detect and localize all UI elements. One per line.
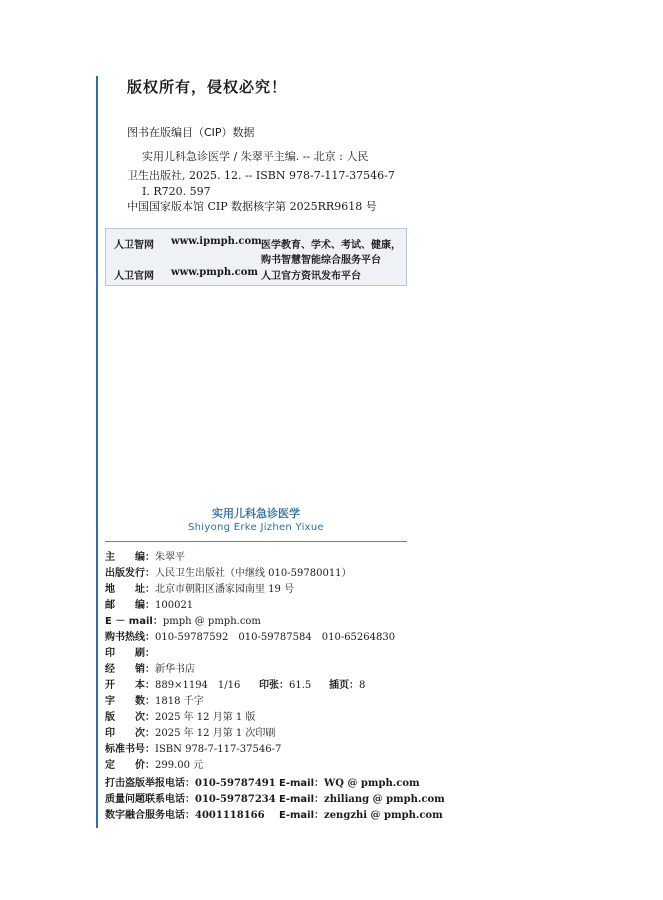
address-value: 北京市朝阳区潘家园南里 19 号 bbox=[155, 584, 295, 595]
sheets-value: 61.5 bbox=[289, 680, 312, 691]
words-label: 字 数： bbox=[105, 696, 155, 707]
colophon-row-distributor bbox=[105, 662, 195, 677]
contact-row-digital bbox=[105, 808, 443, 823]
hotline-value: 010-59787592 010-59787584 010-65264830 bbox=[155, 632, 396, 643]
format-label: 开 本： bbox=[105, 680, 155, 691]
editor-value: 朱翠平 bbox=[155, 552, 185, 563]
quality-email-label: E-mail： bbox=[279, 794, 325, 805]
impression-value: 2025 年 12 月第 1 次印刷 bbox=[155, 728, 276, 739]
postcode-value: 100021 bbox=[155, 600, 194, 611]
site-desc-ipmph-1: 医学教育、学术、考试、健康， bbox=[261, 240, 401, 251]
colophon-row-email bbox=[105, 614, 261, 629]
colophon-row-postcode bbox=[105, 598, 193, 613]
digital-email-label: E-mail： bbox=[279, 810, 325, 821]
edition-value: 2025 年 12 月第 1 版 bbox=[155, 712, 256, 723]
colophon-row-address bbox=[105, 582, 294, 597]
hotline-label: 购书热线： bbox=[105, 632, 155, 643]
colophon-row-publisher bbox=[105, 566, 352, 581]
colophon-row-price bbox=[105, 758, 203, 773]
quality-phone: 010-59787234 bbox=[195, 794, 276, 805]
price-value: 299.00 元 bbox=[155, 760, 204, 771]
edition-label: 版 次： bbox=[105, 712, 155, 723]
site-desc-ipmph-2: 购书智慧智能综合服务平台 bbox=[261, 255, 381, 266]
publisher-label: 出版发行： bbox=[105, 568, 155, 579]
divider-rule bbox=[105, 541, 407, 542]
sheets-label: 印张： bbox=[259, 680, 289, 691]
distributor-label: 经 销： bbox=[105, 664, 155, 675]
site-name-pmph: 人卫官网 bbox=[114, 271, 154, 282]
email-value[interactable]: pmph @ pmph.com bbox=[162, 616, 261, 627]
piracy-phone: 010-59787491 bbox=[195, 778, 276, 789]
colophon-row-printer bbox=[105, 646, 155, 661]
colophon-row-edition bbox=[105, 710, 255, 725]
editor-label: 主 编： bbox=[105, 552, 155, 563]
contact-row-piracy bbox=[105, 776, 420, 791]
quality-email[interactable]: zhiliang @ pmph.com bbox=[324, 794, 445, 805]
distributor-value: 新华书店 bbox=[155, 664, 195, 675]
colophon-row-impression bbox=[105, 726, 275, 741]
website-info-box bbox=[105, 228, 407, 286]
site-url-pmph[interactable]: www.pmph.com bbox=[171, 267, 258, 278]
digital-phone: 4001118166 bbox=[195, 810, 265, 821]
impression-label: 印 次： bbox=[105, 728, 155, 739]
isbn-value: ISBN 978-7-117-37546-7 bbox=[155, 744, 282, 755]
cip-line-1: 实用儿科急诊医学 / 朱翠平主编. -- 北京 : 人民 bbox=[142, 150, 369, 163]
format-value: 889×1194 1/16 bbox=[155, 680, 241, 691]
postcode-label: 邮 编： bbox=[105, 600, 155, 611]
piracy-label: 打击盗版举报电话： bbox=[105, 778, 195, 789]
site-name-ipmph: 人卫智网 bbox=[114, 240, 154, 251]
digital-email[interactable]: zengzhi @ pmph.com bbox=[324, 810, 443, 821]
plates-value: 8 bbox=[359, 680, 366, 691]
left-accent-bar bbox=[96, 76, 98, 828]
quality-label: 质量问题联系电话： bbox=[105, 794, 195, 805]
isbn-label: 标准书号： bbox=[105, 744, 155, 755]
colophon-row-editor bbox=[105, 550, 185, 565]
email-label: E － mail： bbox=[105, 616, 163, 627]
words-value: 1818 千字 bbox=[155, 696, 204, 707]
address-label: 地 址： bbox=[105, 584, 155, 595]
contact-row-quality bbox=[105, 792, 445, 807]
piracy-email[interactable]: WQ @ pmph.com bbox=[324, 778, 420, 789]
digital-label: 数字融合服务电话： bbox=[105, 810, 195, 821]
piracy-email-label: E-mail： bbox=[279, 778, 325, 789]
cip-line-4: 中国国家版本馆 CIP 数据核字第 2025RR9618 号 bbox=[127, 200, 377, 213]
colophon-row-hotline bbox=[105, 630, 395, 645]
site-url-ipmph[interactable]: www.ipmph.com bbox=[171, 236, 262, 247]
colophon-row-words bbox=[105, 694, 204, 709]
site-desc-pmph: 人卫官方资讯发布平台 bbox=[261, 271, 361, 282]
colophon-row-isbn bbox=[105, 742, 281, 757]
copyright-notice: 版权所有，侵权必究！ bbox=[127, 78, 288, 96]
publisher-value: 人民卫生出版社（中继线 010-59780011） bbox=[155, 568, 352, 579]
cip-line-2: 卫生出版社, 2025. 12. -- ISBN 978-7-117-37546-7 bbox=[127, 169, 395, 182]
price-label: 定 价： bbox=[105, 760, 155, 771]
book-title: 实用儿科急诊医学 bbox=[212, 507, 300, 520]
printer-label: 印 刷： bbox=[105, 648, 155, 659]
plates-label: 插页： bbox=[329, 680, 359, 691]
book-title-pinyin: Shiyong Erke Jizhen Yixue bbox=[188, 522, 324, 533]
cip-heading: 图书在版编目（CIP）数据 bbox=[127, 126, 255, 139]
colophon-row-format bbox=[105, 678, 365, 693]
cip-line-3: Ⅰ. R720. 597 bbox=[142, 185, 211, 198]
